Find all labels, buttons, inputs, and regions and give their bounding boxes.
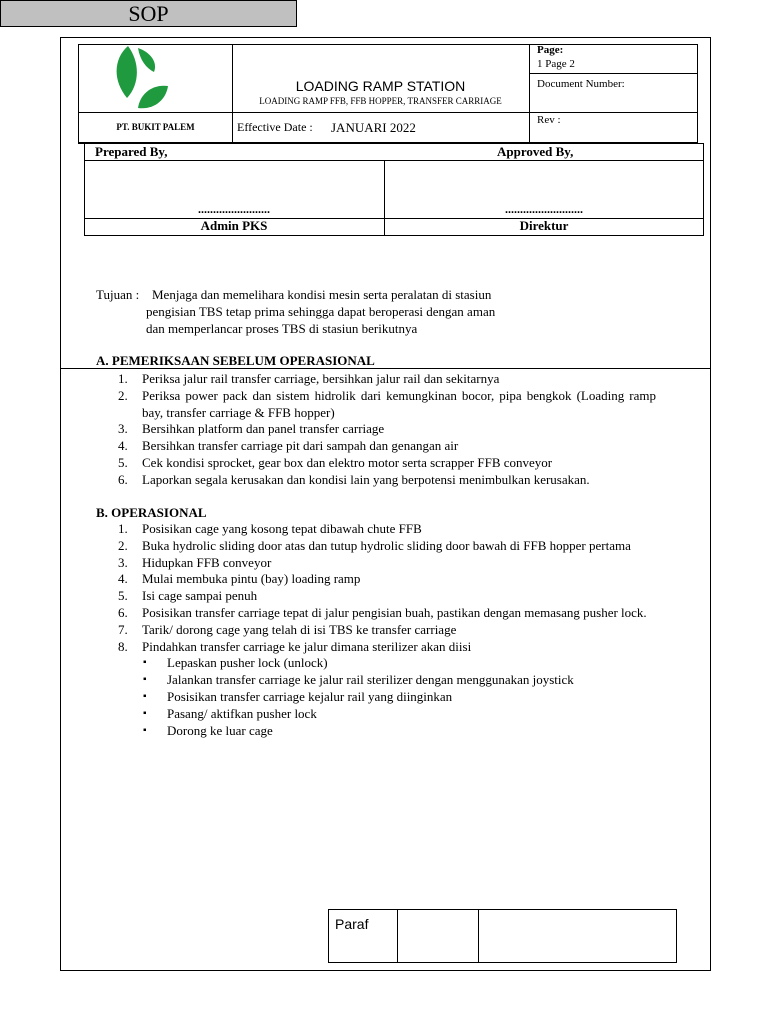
list-item: 1. Posisikan cage yang kosong tepat dibawah chute FFB [118,521,422,536]
sub-list-item: ▪ Dorong ke luar cage [143,722,273,738]
section-a-heading: A. PEMERIKSAAN SEBELUM OPERASIONAL [96,353,375,368]
purpose-line-2: pengisian TBS tetap prima sehingga dapat beroperasi dengan aman [146,304,496,319]
approved-by-label: Approved By, [497,144,574,159]
company-leaf-logo-icon [110,44,170,112]
section-rule [60,368,711,369]
list-item: 1. Periksa jalur rail transfer carriage, bersihkan jalur rail dan sekitarnya [118,371,500,386]
list-item: 2. Periksa power pack dan sistem hidrolik dari kemungkinan bocor, pipa bengkok (Loading ramp bay, transfer carriage & FFB hopper) [118,387,656,420]
paraf-divider-1 [397,909,398,963]
list-item: 7. Tarik/ dorong cage yang telah di isi TBS ke transfer carriage [118,621,457,637]
section-b-list [96,521,656,739]
list-item: 5. Cek kondisi sprocket, gear box dan elektro motor serta scrapper FFB conveyor [118,454,553,470]
bullet-icon: ▪ [143,724,147,736]
bullet-icon: ▪ [143,657,147,669]
purpose-line-1: Menjaga dan memelihara kondisi mesin serta peralatan di stasiun [152,287,492,302]
sub-list-item: ▪ Posisikan transfer carriage kejalur rail yang diinginkan [143,688,453,704]
effective-date-value: JANUARI 2022 [331,120,416,135]
bullet-icon: ▪ [143,674,147,686]
list-item: 6. Laporkan segala kerusakan dan kondisi lain yang berpotensi menimbulkan kerusakan. [118,471,590,487]
list-item: 3. Bersihkan platform dan panel transfer carriage [118,421,385,437]
approval-divider-horizontal [84,160,704,161]
approved-signature-line: .......................... [505,202,583,216]
station-subtitle: LOADING RAMP FFB, FFB HOPPER, TRANSFER CARRIAGE [259,96,502,106]
bullet-icon: ▪ [143,690,147,702]
document-number-label: Document Number: [537,78,625,90]
approved-name: Direktur [519,218,569,233]
list-item: 2. Buka hydrolic sliding door atas dan tutup hydrolic sliding door bawah di FFB hopper pertama [118,537,631,553]
sub-list-item: ▪ Jalankan transfer carriage ke jalur rail sterilizer dengan menggunakan joystick [143,672,574,688]
sub-list-item: ▪ Lepaskan pusher lock (unlock) [143,655,328,671]
company-name: PT. BUKIT PALEM [116,122,195,132]
purpose-label: Tujuan : [96,287,140,302]
effective-date-label: Effective Date : [237,120,313,134]
list-item: 4. Mulai membuka pintu (bay) loading ramp [118,571,361,587]
section-b-heading: B. OPERASIONAL [96,505,207,520]
paraf-table [328,909,677,963]
rev-label: Rev : [537,114,561,126]
sub-list-item: ▪ Pasang/ aktifkan pusher lock [143,705,317,721]
purpose-line-3: dan memperlancar proses TBS di stasiun berikutnya [146,321,418,336]
list-item: 8. Pindahkan transfer carriage ke jalur dimana sterilizer akan diisi [118,638,472,654]
list-item: 5. Isi cage sampai penuh [118,588,258,604]
list-item: 4. Bersihkan transfer carriage pit dari sampah dan genangan air [118,438,459,454]
sop-title: SOP [0,0,297,27]
page-value: 1 Page 2 [537,58,575,70]
section-a-list [96,371,656,489]
prepared-by-label: Prepared By, [95,144,168,159]
paraf-label: Paraf [335,916,369,932]
paraf-divider-2 [478,909,479,963]
prepared-signature-line: ........................ [198,202,270,216]
page-label: Page: [537,44,564,56]
list-item: 6. Posisikan transfer carriage tepat di jalur pengisian buah, pastikan dengan memasang pusher lock. [118,604,647,620]
list-item: 3. Hidupkan FFB conveyor [118,554,272,570]
bullet-icon: ▪ [143,707,147,719]
station-title: LOADING RAMP STATION [295,78,466,94]
prepared-name: Admin PKS [200,218,268,233]
